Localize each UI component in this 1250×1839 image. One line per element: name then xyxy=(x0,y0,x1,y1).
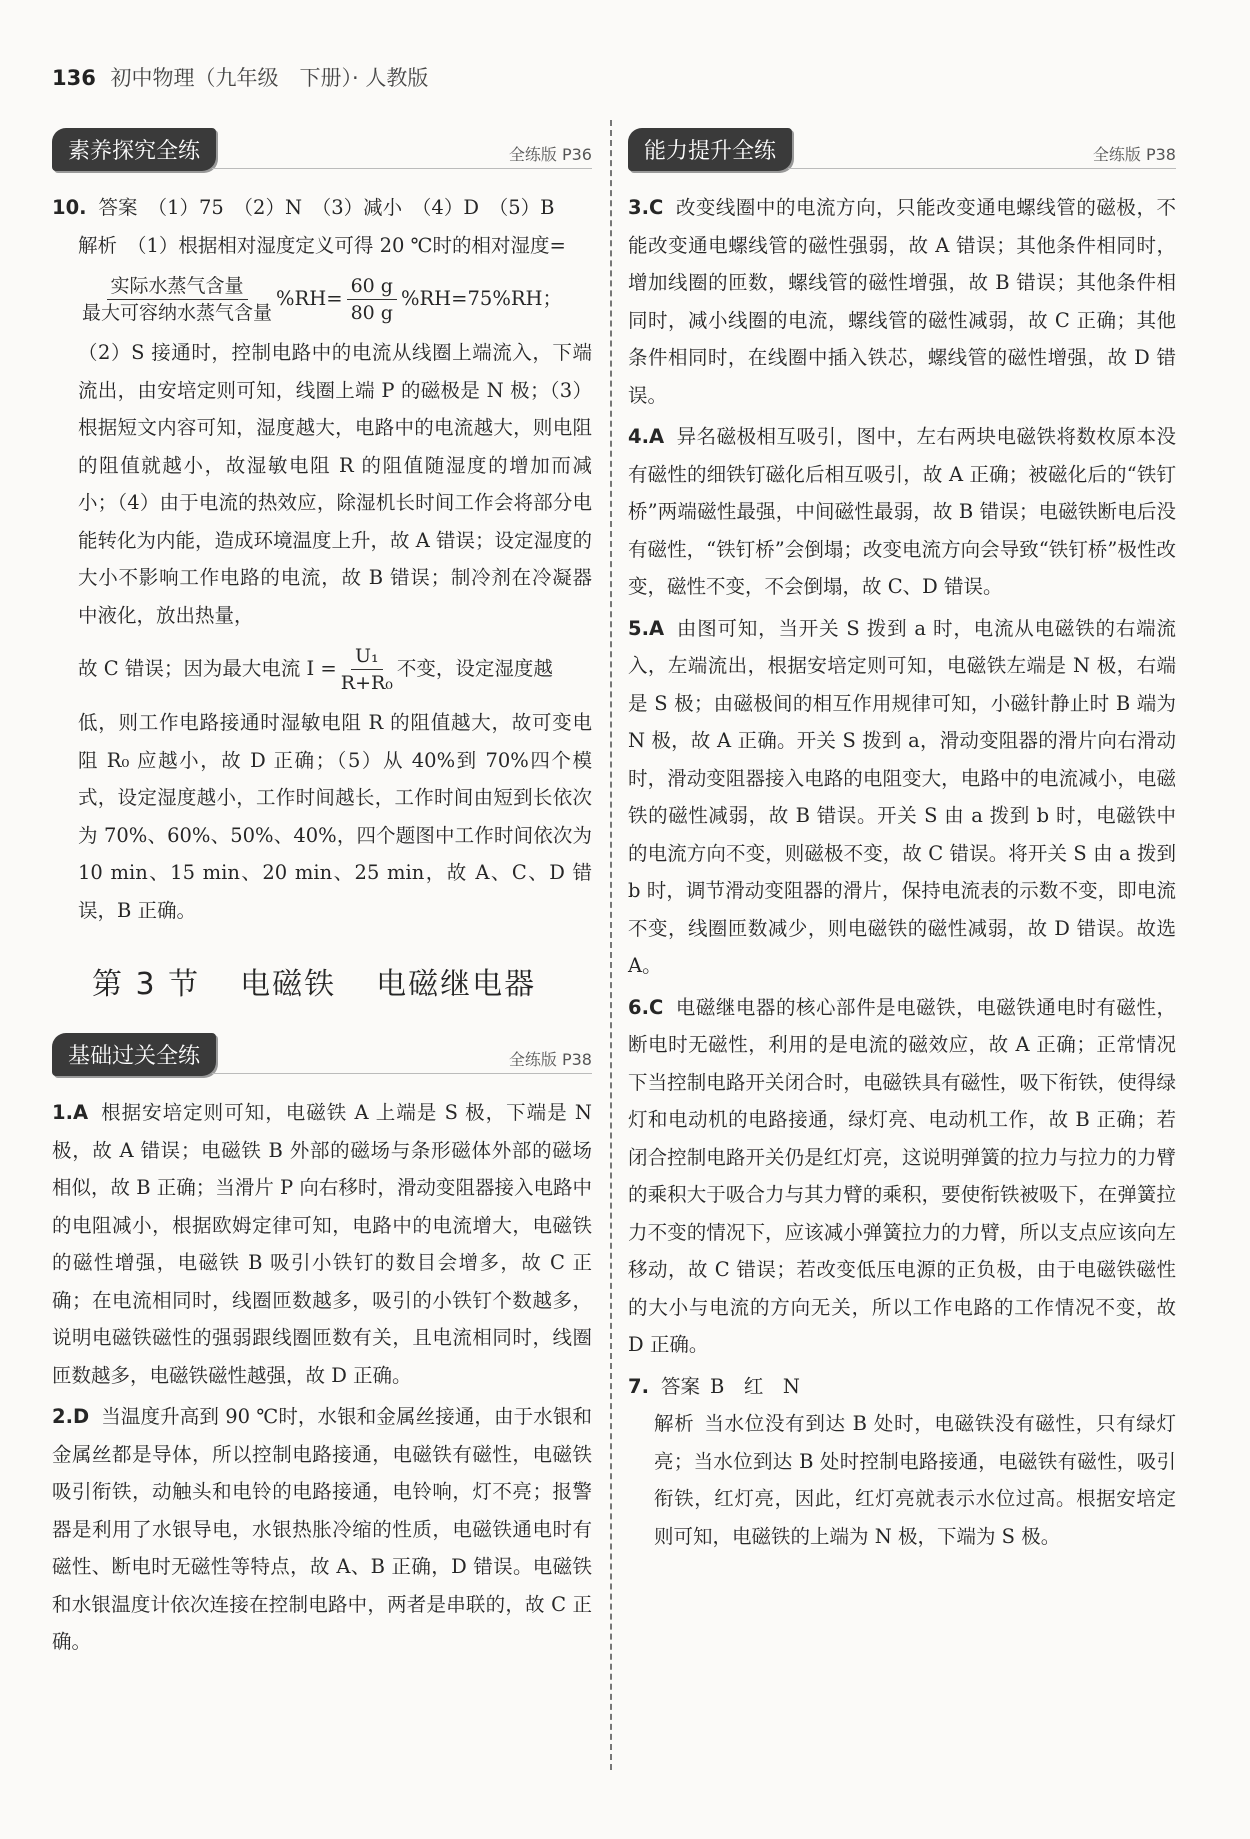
section-badge: 能力提升全练 xyxy=(628,128,792,171)
left-column xyxy=(52,128,592,1665)
question-number: 3.C xyxy=(628,196,664,219)
section-source: 全练版 P36 xyxy=(508,145,592,164)
analysis-p4: 低，则工作电路接通时湿敏电阻 R 的阻值越大，故可变电阻 R₀ 应越小，故 D 正确；（5）从 40%到 70%四个模式，设定湿度越小，工作时间越长，工作时间由短到长依次为 70%、60%、50%、40%，四个题图中工作时间依次为 10 min、15 min、20 min、25 min，故 A、C、D 错误，B 正确。 xyxy=(78,711,592,922)
question-number: 5.A xyxy=(628,616,665,640)
analysis-text: 当水位没有到达 B 处时，电磁铁没有磁性，只有绿灯亮；当水位到达 B 处时控制电路接通，电磁铁有磁性，吸引衔铁，红灯亮，因此，红灯亮就表示水位过高。根据安培定则可知，电磁铁的上端为 N 极，下端为 S 极。 xyxy=(654,1412,1176,1548)
question-number: 7. xyxy=(628,1374,649,1398)
book-title: 初中物理（九年级 下册）· 人教版 xyxy=(110,66,429,90)
denominator: 最大可容纳水蒸气含量 xyxy=(82,301,273,324)
question-number: 4.A xyxy=(628,425,665,448)
question-5 xyxy=(628,610,1176,985)
question-text: 异名磁极相互吸引，图中，左右两块电磁铁将数枚原本没有磁性的细铁钉磁化后相互吸引，故 A 正确；被磁化后的“铁钉桥”两端磁性最强，中间磁性最弱，故 B 错误；电磁铁断电后没有磁性，“铁钉桥”会倒塌；改变电流方向会导致“铁钉桥”极性改变，磁性不变，不会倒塌，故 C、D 错误。 xyxy=(628,425,1176,598)
analysis-label: 解析 xyxy=(654,1412,695,1435)
page-number: 136 xyxy=(52,66,96,90)
numerator: U₁ xyxy=(351,643,383,670)
question-1 xyxy=(52,1094,592,1394)
question-text: 当温度升高到 90 ℃时，水银和金属丝接通，由于水银和金属丝都是导体，所以控制电路接通，电磁铁有磁性，电磁铁吸引衔铁，动触头和电铃的电路接通，电铃响，灯不亮；报警器是利用了水银导电，水银热胀冷缩的性质，电磁铁通电时有磁性、断电时无磁性等特点，故 A、B 正确，D 错误。电磁铁和水银温度计依次连接在控制电路中，两者是串联的，故 C 正确。 xyxy=(52,1405,592,1653)
column-divider xyxy=(610,120,612,1770)
section-badge: 基础过关全练 xyxy=(52,1033,216,1076)
fraction xyxy=(341,643,393,696)
formula-text: 不变，设定湿度越 xyxy=(396,657,553,681)
question-number: 2.D xyxy=(52,1405,90,1428)
current-formula xyxy=(52,634,592,704)
question-2 xyxy=(52,1398,592,1661)
chapter-section: 第 3 节 xyxy=(92,967,201,1002)
analysis-label: 解析 xyxy=(78,233,118,257)
analysis-text: （1）根据相对湿度定义可得 20 ℃时的相对湿度= xyxy=(127,233,566,257)
question-7 xyxy=(628,1368,1176,1556)
denominator: 80 g xyxy=(350,301,393,324)
question-text: 改变线圈中的电流方向，只能改变通电螺线管的磁极，不能改变通电螺线管的磁性强弱，故 A 错误；其他条件相同时，增加线圈的匝数，螺线管的磁性增强，故 B 错误；其他条件相同时，减小线圈的电流，螺线管的磁性减弱，故 C 正确；其他条件相同时，在线圈中插入铁芯，螺线管的磁性增强，故 D 错误。 xyxy=(628,196,1176,407)
analysis-p2: （2）S 接通时，控制电路中的电流从线圈上端流入，下端流出，由安培定则可知，线圈上端 P 的磁极是 N 极；（3）根据短文内容可知，湿度越大，电路中的电流越大，则电阻的阻值就越小，故湿敏电阻 R 的阻值随湿度的增加而减小；（4）由于电流的热效应，除湿机长时间工作会将部分电能转化为内能，造成环境温度上升，故 A 错误；设定湿度的大小不影响工作电路的电流，故 B 错误；制冷剂在冷凝器中液化，放出热量， xyxy=(78,341,592,627)
question-number: 1.A xyxy=(52,1101,89,1124)
answer-text: （1）75 （2）N （3）减小 （4）D （5）B xyxy=(147,196,555,219)
question-3 xyxy=(628,189,1176,414)
denominator: R+R₀ xyxy=(340,671,393,694)
question-6 xyxy=(628,989,1176,1364)
numerator: 60 g xyxy=(347,273,397,300)
question-text: 电磁继电器的核心部件是电磁铁，电磁铁通电时有磁性，断电时无磁性，利用的是电流的磁效应，故 A 正确；正常情况下当控制电路开关闭合时，电磁铁具有磁性，吸下衔铁，使得绿灯和电动机的电路接通，绿灯亮、电动机工作，故 B 正确；若闭合控制电路开关仍是红灯亮，这说明弹簧的拉力与拉力的力臂的乘积大于吸合力与其力臂的乘积，要使衔铁被吸下，在弹簧拉力不变的情况下，应该减小弹簧拉力的力臂，所以支点应该向左移动，故 C 错误；若改变低压电源的正负极，由于电磁铁磁性的大小与电流的方向无关，所以工作电路的工作情况不变，故 D 正确。 xyxy=(628,995,1176,1356)
analysis xyxy=(628,1405,1176,1555)
numerator: 实际水蒸气含量 xyxy=(107,273,248,300)
section-header xyxy=(52,1033,592,1076)
section-header xyxy=(52,128,592,171)
question-number: 10. xyxy=(52,196,87,219)
right-column xyxy=(628,128,1176,1559)
chapter-title-2: 电磁继电器 xyxy=(376,967,537,1002)
section-source: 全练版 P38 xyxy=(508,1050,592,1069)
humidity-formula xyxy=(52,264,592,334)
question-4 xyxy=(628,418,1176,606)
section-header xyxy=(628,128,1176,171)
section-badge: 素养探究全练 xyxy=(52,128,216,171)
formula-text: %RH= xyxy=(276,287,343,311)
question-10 xyxy=(52,189,592,929)
answer-label: 答案 xyxy=(660,1374,700,1398)
analysis-p1 xyxy=(52,227,592,265)
question-text: 由图可知，当开关 S 拨到 a 时，电流从电磁铁的右端流入，左端流出，根据安培定则可知，电磁铁左端是 N 极，右端是 S 极；由磁极间的相互作用规律可知，小磁针静止时 B 端为 N 极，故 A 正确。开关 S 拨到 a，滑动变阻器的滑片向右滑动时，滑动变阻器接入电路的电阻变大，电路中的电流减小，电磁铁的磁性减弱，故 B 错误。开关 S 由 a 拨到 b 时，电磁铁中的电流方向不变，则磁极不变，故 C 错误。将开关 S 由 a 拨到 b 时，调节滑动变阻器的滑片，保持电流表的示数不变，即电流不变，线圈匝数减少，则电磁铁的磁性减弱，故 D 错误。故选 A。 xyxy=(628,616,1176,977)
chapter-title-1: 电磁铁 xyxy=(240,967,337,1002)
fraction xyxy=(82,273,272,326)
question-number: 6.C xyxy=(628,995,664,1019)
section-source: 全练版 P38 xyxy=(1092,145,1176,164)
formula-text: %RH=75%RH； xyxy=(400,287,563,311)
page-header xyxy=(52,62,428,92)
answer-label: 答案 xyxy=(98,196,138,219)
answer-text: B 红 N xyxy=(710,1374,800,1398)
question-text: 根据安培定则可知，电磁铁 A 上端是 S 极，下端是 N 极，故 A 错误；电磁铁 B 外部的磁场与条形磁体外部的磁场相似，故 B 正确；当滑片 P 向右移时，滑动变阻器接入电路中的电阻减小，根据欧姆定律可知，电路中的电流增大，电磁铁的磁性增强，电磁铁 B 吸引小铁钉的数目会增多，故 C 正确；在电流相同时，线圈匝数越多，吸引的小铁钉个数越多，说明电磁铁磁性的强弱跟线圈匝数有关，且电流相同时，线圈匝数越多，电磁铁磁性越强，故 D 正确。 xyxy=(52,1101,592,1387)
fraction xyxy=(347,273,397,326)
formula-text: 故 C 错误；因为最大电流 I = xyxy=(78,657,337,681)
chapter-title xyxy=(92,959,592,1003)
